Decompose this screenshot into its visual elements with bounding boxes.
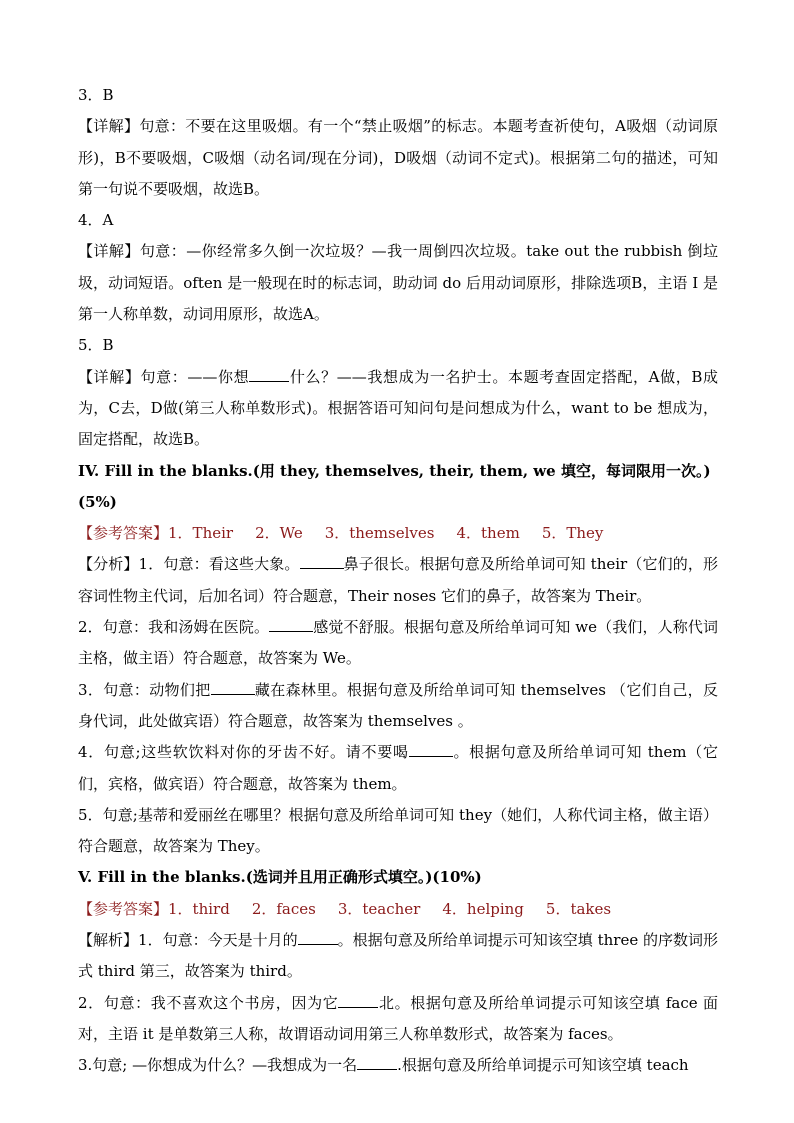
blank-line [409,742,453,757]
explanation-4: 【详解】句意：—你经常多久倒一次垃圾？—我一周倒四次垃圾。take out the rubbish 倒垃圾，动词短语。often 是一般现在时的标志词，助动词 do 后用动词原形，排除选项B，主语 I 是第一人称单数，动词用原形，故选A。 [78,242,718,324]
explanation-5: 【详解】句意：——你想 什么？——我想成为一名护士。本题考查固定搭配，A做，B成为，C去，D做(第三人称单数形式)。根据答语可知问句是问想成为什么，want to be 想成为，固定搭配，故选B。 [78,367,718,449]
blank-line [357,1055,397,1070]
blank-line [211,680,255,695]
section-5-analysis-3: 3.句意; —你想成为什么？—我想成为一名 .根据句意及所给单词提示可知该空填 teach [78,1056,689,1075]
blank-line [338,993,378,1008]
section-5-analysis-1: 【解析】1．句意：今天是十月的 。根据句意及所给单词提示可知该空填 three 的序数词形式 third 第三，故答案为 third。 [78,931,719,981]
explanation-3: 【详解】句意：不要在这里吸烟。有一个“禁止吸烟”的标志。本题考查祈使句，A吸烟（动词原形)，B不要吸烟，C吸烟（动名词/现在分词)，D吸烟（动词不定式)。根据第二句的描述，可知第一句说不要吸烟，故选B。 [78,117,718,198]
answer-5: 5．B [78,336,114,355]
blank-line [269,617,313,632]
document-content [78,80,718,1082]
section-5-heading: V. Fill in the blanks.(选词并且用正确形式填空。)(10%) [78,868,482,887]
section-4-heading: IV. Fill in the blanks.(用 they, themselves, their, them, we 填空，每词限用一次。)(5%) [78,461,711,511]
answer-3: 3．B [78,86,114,104]
blank-line [298,930,338,945]
section-4-analysis-5: 5．句意;基蒂和爱丽丝在哪里？根据句意及所给单词可知 they（她们，人称代词主格，做主语）符合题意，故答案为 They。 [78,805,718,856]
answer-4: 4．A [78,211,114,230]
section-4-answer-key: 【参考答案】1．Their 2．We 3．themselves 4．them 5．They [78,524,604,543]
blank-line [300,554,344,569]
blank-line [249,367,289,382]
section-5-answer-key: 【参考答案】1．third 2．faces 3．teacher 4．helping 5．takes [78,899,612,918]
section-4-analysis-4: 4．句意;这些软饮料对你的牙齿不好。请不要喝 。根据句意及所给单词可知 them（它们，宾格，做宾语）符合题意，故答案为 them。 [78,743,718,793]
section-4-analysis-2: 2．句意：我和汤姆在医院。 感觉不舒服。根据句意及所给单词可知 we（我们，人称代词主格，做主语）符合题意，故答案为 We。 [78,618,718,668]
section-4-analysis-1: 【分析】1．句意：看这些大象。 鼻子很长。根据句意及所给单词可知 their（它们的，形容词性物主代词，后加名词）符合题意，Their noses 它们的鼻子，故答案为 Their。 [78,555,718,605]
section-5-analysis-2: 2．句意：我不喜欢这个书房，因为它 北。根据句意及所给单词提示可知该空填 face 面对，主语 it 是单数第三人称，故谓语动词用第三人称单数形式，故答案为 faces。 [78,993,719,1043]
section-4-analysis-3: 3．句意：动物们把 藏在森林里。根据句意及所给单词可知 themselves （它们自己，反身代词，此处做宾语）符合题意，故答案为 themselves 。 [78,680,719,730]
